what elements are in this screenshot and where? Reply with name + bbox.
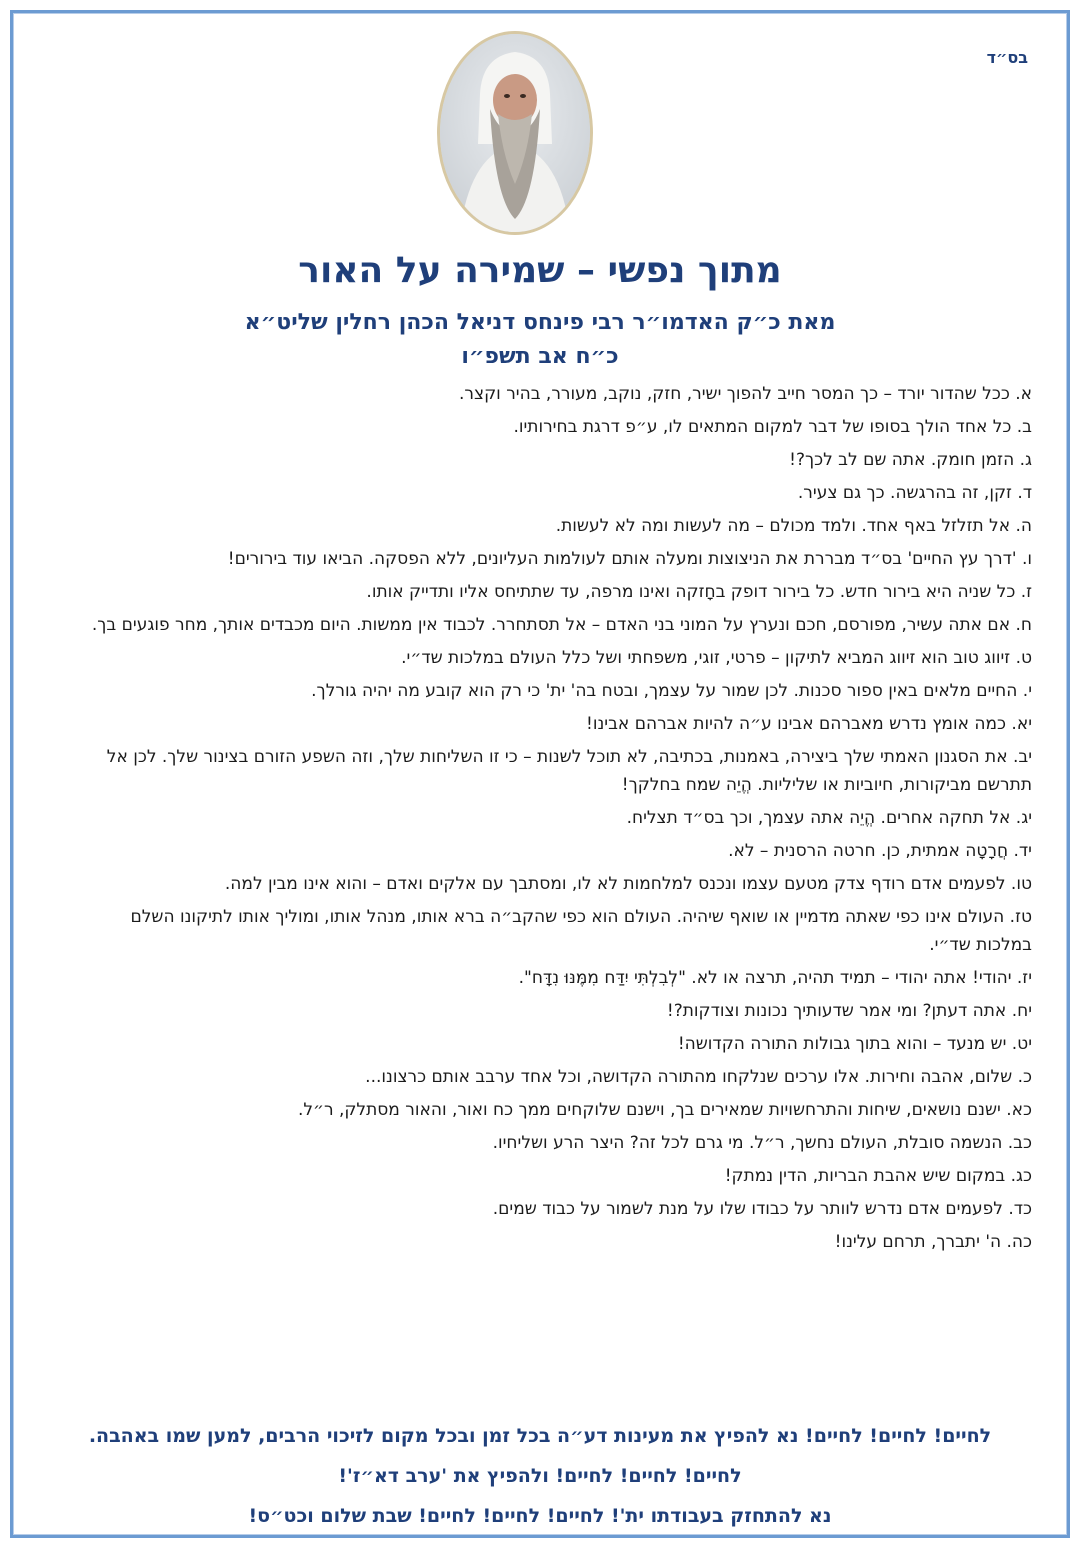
list-item: כ. שלום, אהבה וחירות. אלו ערכים שנלקחו מהתורה הקדושה, וכל אחד ערבב אותם כרצונו...	[365, 1067, 1032, 1087]
list-item: כג. במקום שיש אהבת הבריות, הדין נמתק!	[724, 1166, 1032, 1186]
list-item: טז. העולם אינו כפי שאתה מדמיין או שואף שיהיה. העולם הוא כפי שהקב״ה ברא אותו, מנהל אותו, ומוליך אותו לתיקונו השלם במלכות שד״י.	[130, 907, 1032, 955]
list-item: ז. כל שניה היא בירור חדש. כל בירור דופק בחָזקה ואינו מרפה, עד שתתיחס אליו ותדייק אותו.	[366, 582, 1032, 602]
list-item: יח. אתה דעתן? ומי אמר שדעותיך נכונות וצודקות?!	[666, 1001, 1032, 1021]
list-item: ח. אם אתה עשיר, מפורסם, חכם ונערץ על המוני בני האדם – אל תסתחרר. לכבוד אין ממשות. היום מכבדים אותך, מחר פוגעים בך.	[91, 615, 1032, 635]
list-item: ג. הזמן חומק. אתה שם לב לכך?!	[789, 450, 1032, 470]
author-line: מאת כ״ק האדמו״ר רבי פינחס דניאל הכהן רחלין שליט״א	[244, 310, 836, 335]
date-line: כ״ח אב תשפ״ו	[461, 344, 619, 369]
list-item: כא. ישנם נושאים, שיחות והתרחשויות שמאירים בך, וישנם שלוקחים ממך כח ואור, והאור מסתלק, ר״ל.	[297, 1100, 1032, 1120]
footer-line-2: לחיים! לחיים! לחיים! ולהפיץ את 'ערב דא״ז'!	[338, 1465, 742, 1487]
list-item: ט. זיווג טוב הוא זיווג המביא לתיקון – פרטי, זוגי, משפחתי ושל כלל העולם במלכות שד״י.	[401, 648, 1032, 668]
list-item: יד. חֲרָטָה אמתית, כן. חרטה הרסנית – לא.	[728, 841, 1032, 861]
list-item: ה. אל תזלזל באף אחד. ולמד מכולם – מה לעשות ומה לא לעשות.	[555, 516, 1032, 536]
list-item: יג. אל תחקה אחרים. הֱיֵה אתה עצמך, וכך בס״ד תצליח.	[626, 808, 1032, 828]
list-item: כה. ה' יתברך, תרחם עלינו!	[834, 1232, 1032, 1252]
bsd-header: בס״ד	[986, 48, 1028, 67]
page-title: מתוך נפשי – שמירה על האור	[298, 250, 782, 291]
list-item: יב. את הסגנון האמתי שלך ביצירה, באמנות, בכתיבה, לא תוכל לשנות – כי זו השליחות שלך, וזה השפע הזורם בצינור שלך. לכן אל תתרשם מביקורות, חיוביות או שליליות. הֱיֵה שמח בחלקך!	[106, 747, 1032, 795]
sayings-list	[76, 380, 1032, 1261]
list-item: יט. יש מנעד – והוא בתוך גבולות התורה הקדושה!	[677, 1034, 1032, 1054]
list-item: טו. לפעמים אדם רודף צדק מטעם עצמו ונכנס למלחמות לא לו, ומסתבך עם אלקים ואדם – והוא אינו מבין למה.	[224, 874, 1032, 894]
footer-blessing	[30, 1416, 1050, 1536]
list-item: ו. 'דרך עץ החיים' בס״ד מבררת את הניצוצות ומעלה אותם לעולמות העליונים, ללא הפסקה. הביאו עוד בירורים!	[227, 549, 1032, 569]
list-item: א. ככל שהדור יורד – כך המסר חייב להפוך ישיר, חזק, נוקב, מעורר, בהיר וקצר.	[459, 384, 1032, 404]
rabbi-portrait	[437, 31, 593, 235]
list-item: כב. הנשמה סובלת, העולם נחשך, ר״ל. מי גרם לכל זה? היצר הרע ושליחיו.	[492, 1133, 1032, 1153]
footer-line-1: לחיים! לחיים! לחיים! נא להפיץ את מעינות דע״ה בכל זמן ובכל מקום לזיכוי הרבים, למען שמו באהבה.	[88, 1425, 992, 1447]
footer-line-3: נא להתחזק בעבודתו ית'! לחיים! לחיים! לחיים! שבת שלום וכט״ס!	[248, 1505, 832, 1527]
list-item: יז. יהודי! אתה יהודי – תמיד תהיה, תרצה או לא. "לְבִלְתִּי יִדַּח מִמֶּנּוּ נִדָּח".	[518, 968, 1032, 988]
list-item: כד. לפעמים אדם נדרש לוותר על כבודו שלו על מנת לשמור על כבוד שמים.	[492, 1199, 1032, 1219]
list-item: ב. כל אחד הולך בסופו של דבר למקום המתאים לו, ע״פ דרגת בחירותיו.	[513, 417, 1032, 437]
list-item: יא. כמה אומץ נדרש מאברהם אבינו ע״ה להיות אברהם אבינו!	[586, 714, 1032, 734]
list-item: ד. זקן, זה בהרגשה. כך גם צעיר.	[797, 483, 1032, 503]
list-item: י. החיים מלאים באין ספור סכנות. לכן שמור על עצמך, ובטח בה' ית' כי רק הוא קובע מה יהיה גורלך.	[311, 681, 1032, 701]
